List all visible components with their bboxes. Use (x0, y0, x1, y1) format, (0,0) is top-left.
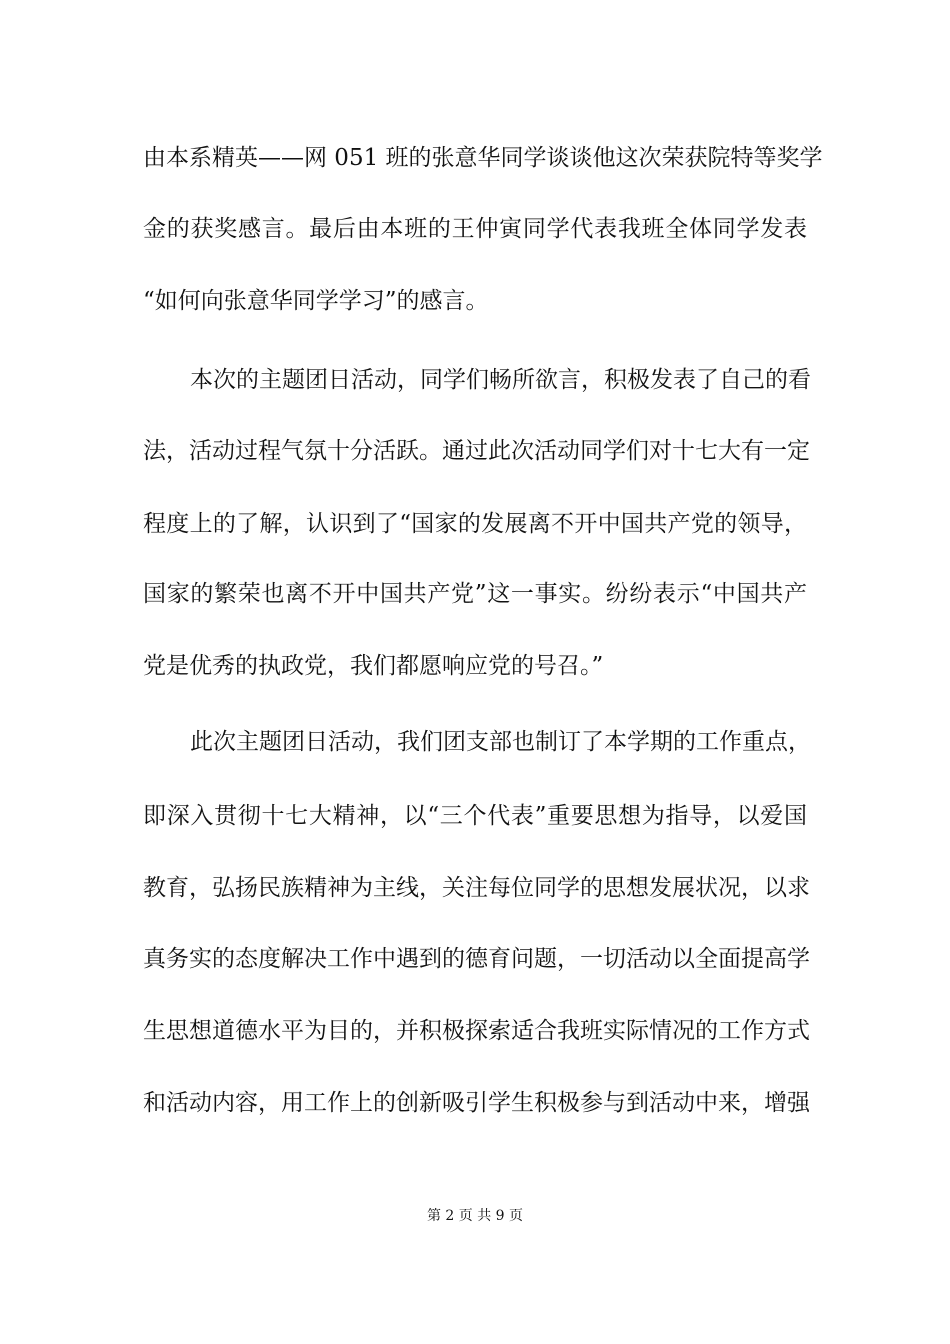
text-line: 即深入贯彻十七大精神，以“三个代表”重要思想为指导，以爱国 (143, 803, 807, 829)
page-number: 第 2 页 共 9 页 (426, 1208, 524, 1224)
paragraph-start-line: 本次的主题团日活动，同学们畅所欲言，积极发表了自己的看 (190, 367, 811, 393)
text-line: 由本系精英——网 051 班的张意华同学谈谈他这次荣获院特等奖学 (143, 145, 823, 171)
text-line: 和活动内容，用工作上的创新吸引学生积极参与到活动中来，增强 (143, 1090, 810, 1116)
text-line: 金的获奖感言。最后由本班的王仲寅同学代表我班全体同学发表 (143, 216, 807, 242)
text-line: 生思想道德水平为目的，并积极探索适合我班实际情况的工作方式 (143, 1018, 810, 1044)
text-line: 党是优秀的执政党，我们都愿响应党的号召。” (143, 653, 604, 679)
text-line: 国家的繁荣也离不开中国共产党”这一事实。纷纷表示“中国共产 (143, 581, 807, 607)
text-line: 教育，弘扬民族精神为主线，关注每位同学的思想发展状况，以求 (143, 875, 810, 901)
text-line: 程度上的了解，认识到了“国家的发展离不开中国共产党的领导， (143, 511, 807, 537)
text-line: 真务实的态度解决工作中遇到的德育问题，一切活动以全面提高学 (143, 946, 810, 972)
text-line: “如何向张意华同学学习”的感言。 (143, 288, 489, 314)
text-line: 法，活动过程气氛十分活跃。通过此次活动同学们对十七大有一定 (143, 438, 810, 464)
paragraph-start-line: 此次主题团日活动，我们团支部也制订了本学期的工作重点， (190, 729, 811, 755)
